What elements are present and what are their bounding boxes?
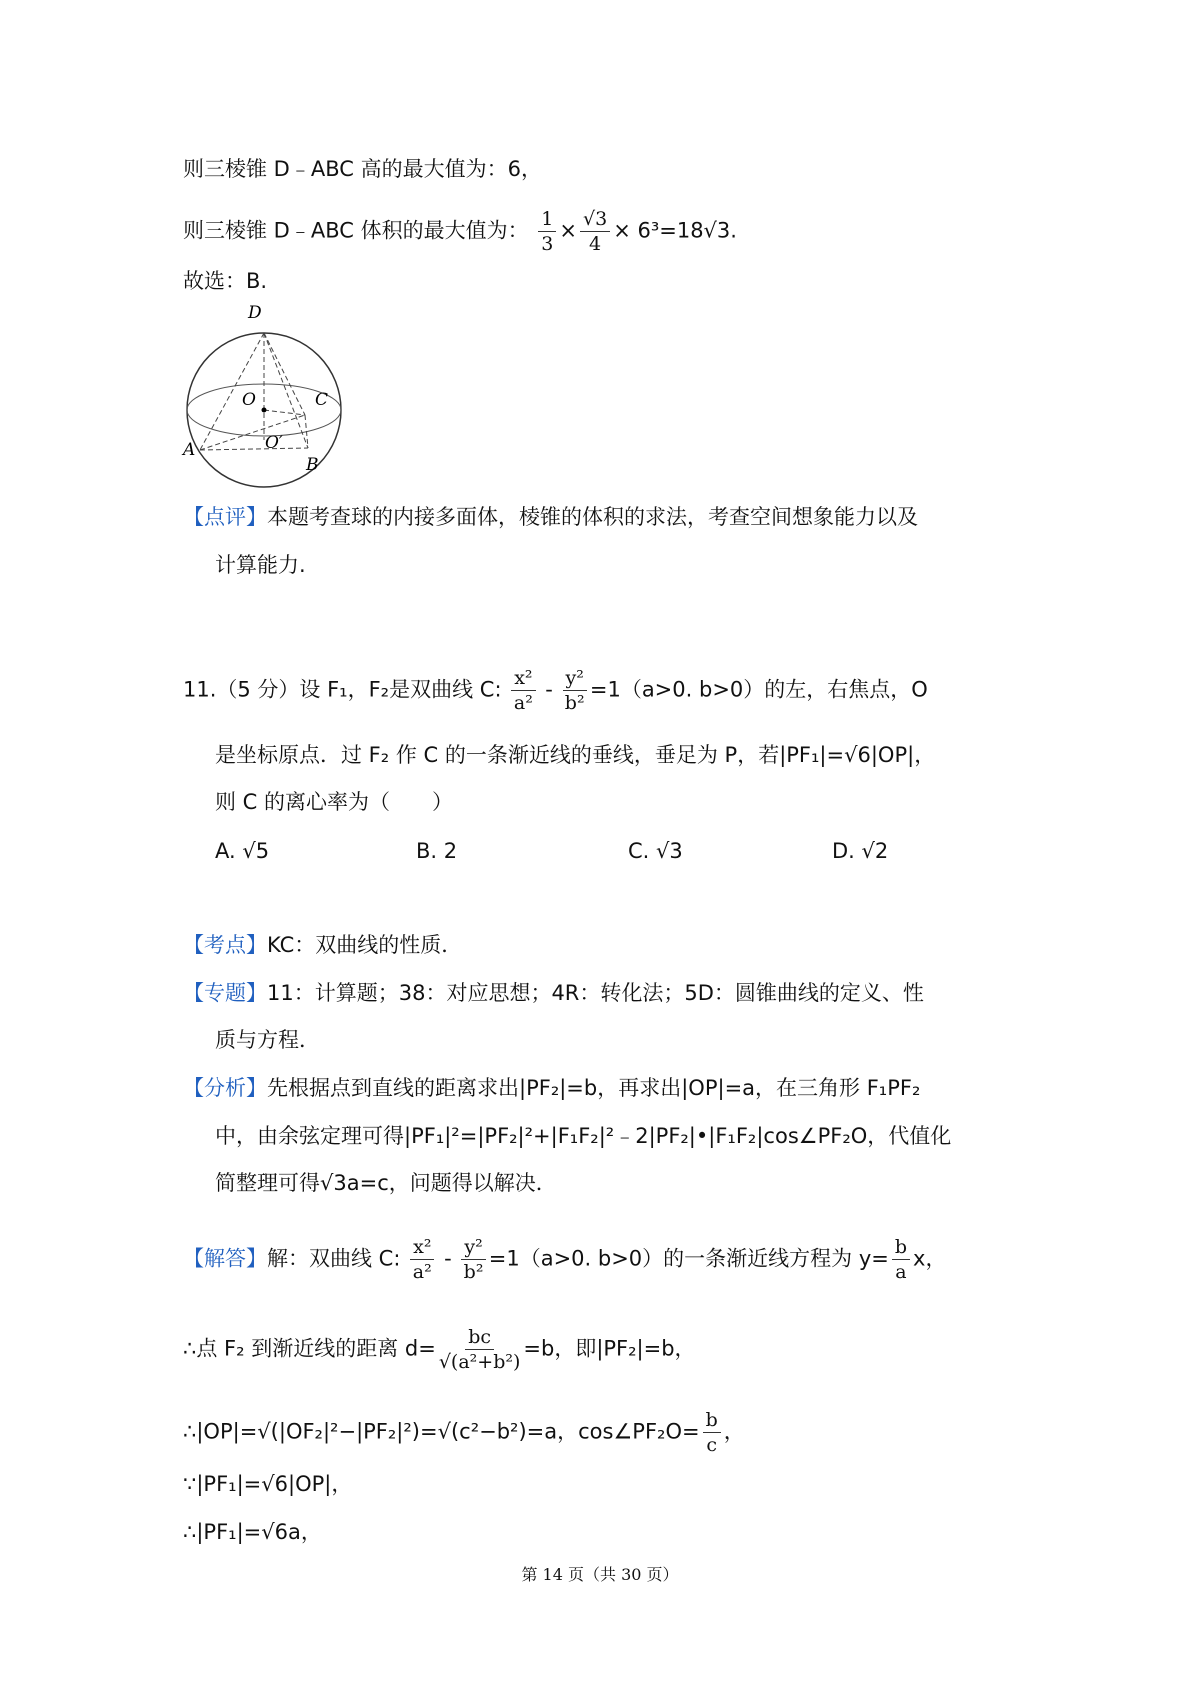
text: ∴点 F₂ 到渐近线的距离 d= xyxy=(183,1336,436,1361)
label-b: B xyxy=(306,455,319,475)
fenxi-line xyxy=(183,1073,920,1103)
numerator: √3 xyxy=(580,207,610,232)
fraction-x xyxy=(511,666,535,715)
fraction-y xyxy=(461,1235,485,1284)
denominator: 3 xyxy=(541,233,554,255)
fraction-b-a xyxy=(892,1235,910,1284)
denominator: 4 xyxy=(589,233,602,255)
text: 则三棱锥 D﹣ABC 体积的最大值为： xyxy=(183,218,529,243)
numerator: x² xyxy=(410,1235,434,1260)
label-a: A xyxy=(183,440,196,460)
denominator: a² xyxy=(412,1261,432,1283)
fraction-y xyxy=(563,666,587,715)
question-11-line-1 xyxy=(183,666,928,715)
label-o: O xyxy=(242,390,256,410)
numerator: x² xyxy=(511,666,535,691)
text: x， xyxy=(913,1246,947,1271)
line-height-max: 则三棱锥 D﹣ABC 高的最大值为：6， xyxy=(183,157,542,181)
fenxi-line-3: 简整理可得√3a=c，问题得以解决． xyxy=(215,1171,557,1195)
text: 11：计算题；38：对应思想；4R：转化法；5D：圆锥曲线的定义、性 xyxy=(267,981,924,1005)
fraction-b-c xyxy=(703,1408,721,1457)
label-o-prime: O′ xyxy=(265,433,283,453)
numerator: bc xyxy=(465,1325,494,1350)
jieda-line xyxy=(183,1235,946,1284)
fraction-distance xyxy=(439,1325,521,1374)
step-3: ∵|PF₁|=√6|OP|， xyxy=(183,1472,353,1496)
jieda-tag: 【解答】 xyxy=(183,1246,267,1271)
text: ， xyxy=(723,1419,745,1444)
text: =1（a>0. b>0）的一条渐近线方程为 y= xyxy=(488,1246,889,1271)
label-d: D xyxy=(248,303,262,323)
review-line xyxy=(183,502,918,532)
review-line-2: 计算能力. xyxy=(215,553,306,577)
option-d: D. √2 xyxy=(832,839,889,863)
text: × 6³=18√3. xyxy=(613,218,737,243)
kaodian-tag: 【考点】 xyxy=(183,933,267,957)
denominator: √(a²+b²) xyxy=(438,1351,521,1373)
fenxi-line-2: 中，由余弦定理可得|PF₁|²=|PF₂|²+|F₁F₂|²﹣2|PF₂|•|F₁F₂|cos∠PF₂O，代值化 xyxy=(215,1124,952,1148)
fenxi-tag: 【分析】 xyxy=(183,1076,267,1100)
text: =1（a>0. b>0）的左，右焦点，O xyxy=(589,677,928,702)
minus: - xyxy=(538,677,560,702)
numerator: b xyxy=(892,1235,910,1260)
numerator: b xyxy=(703,1408,721,1433)
denominator: b² xyxy=(463,1261,484,1283)
kaodian-line xyxy=(183,930,462,960)
text: ∴|OP|=√(|OF₂|²−|PF₂|²)=√(c²−b²)=a，cos∠PF₂O= xyxy=(183,1419,700,1444)
review-tag: 【点评】 xyxy=(183,505,267,529)
denominator: a xyxy=(895,1261,907,1283)
line-volume-max: 则三棱锥 D﹣ABC 体积的最大值为： $\frac{1}{3}$ × $\frac{√3}{4}$ × 6³=18√3. xyxy=(183,208,737,255)
fraction xyxy=(538,207,556,256)
denominator: b² xyxy=(564,692,585,714)
minus: - xyxy=(437,1246,459,1271)
denominator: c xyxy=(706,1434,717,1456)
option-c: C. √3 xyxy=(628,839,683,863)
step-2 xyxy=(183,1408,745,1457)
numerator: 1 xyxy=(538,207,556,232)
question-11-line-3: 则 C 的离心率为（ ） xyxy=(215,790,454,814)
numerator: y² xyxy=(461,1235,485,1260)
text: 本题考查球的内接多面体，棱锥的体积的求法，考查空间想象能力以及 xyxy=(267,505,918,529)
sphere-pyramid-figure xyxy=(180,300,360,490)
numerator: y² xyxy=(563,666,587,691)
option-b: B. 2 xyxy=(416,839,458,863)
text: KC：双曲线的性质． xyxy=(267,933,463,957)
fraction xyxy=(580,207,610,256)
text: =b，即|PF₂|=b， xyxy=(523,1336,696,1361)
step-4: ∴|PF₁|=√6a， xyxy=(183,1520,322,1544)
question-11-line-2: 是坐标原点．过 F₂ 作 C 的一条渐近线的垂线，垂足为 P，若|PF₁|=√6|OP|， xyxy=(215,743,936,767)
zhuanti-line xyxy=(183,978,924,1008)
line-answer: 故选：B. xyxy=(183,269,268,293)
zhuanti-line-2: 质与方程． xyxy=(215,1028,320,1052)
label-c: C xyxy=(315,390,329,410)
fraction-x xyxy=(410,1235,434,1284)
option-a: A. √5 xyxy=(215,839,270,863)
page-footer: 第 14 页（共 30 页） xyxy=(521,1565,679,1584)
text: 解：双曲线 C: xyxy=(267,1246,401,1271)
denominator: a² xyxy=(513,692,533,714)
text: 11.（5 分）设 F₁，F₂是双曲线 C: xyxy=(183,677,502,702)
step-1 xyxy=(183,1325,696,1374)
text: 先根据点到直线的距离求出|PF₂|=b，再求出|OP|=a，在三角形 F₁PF₂ xyxy=(267,1076,921,1100)
center-point xyxy=(262,408,267,413)
zhuanti-tag: 【专题】 xyxy=(183,981,267,1005)
